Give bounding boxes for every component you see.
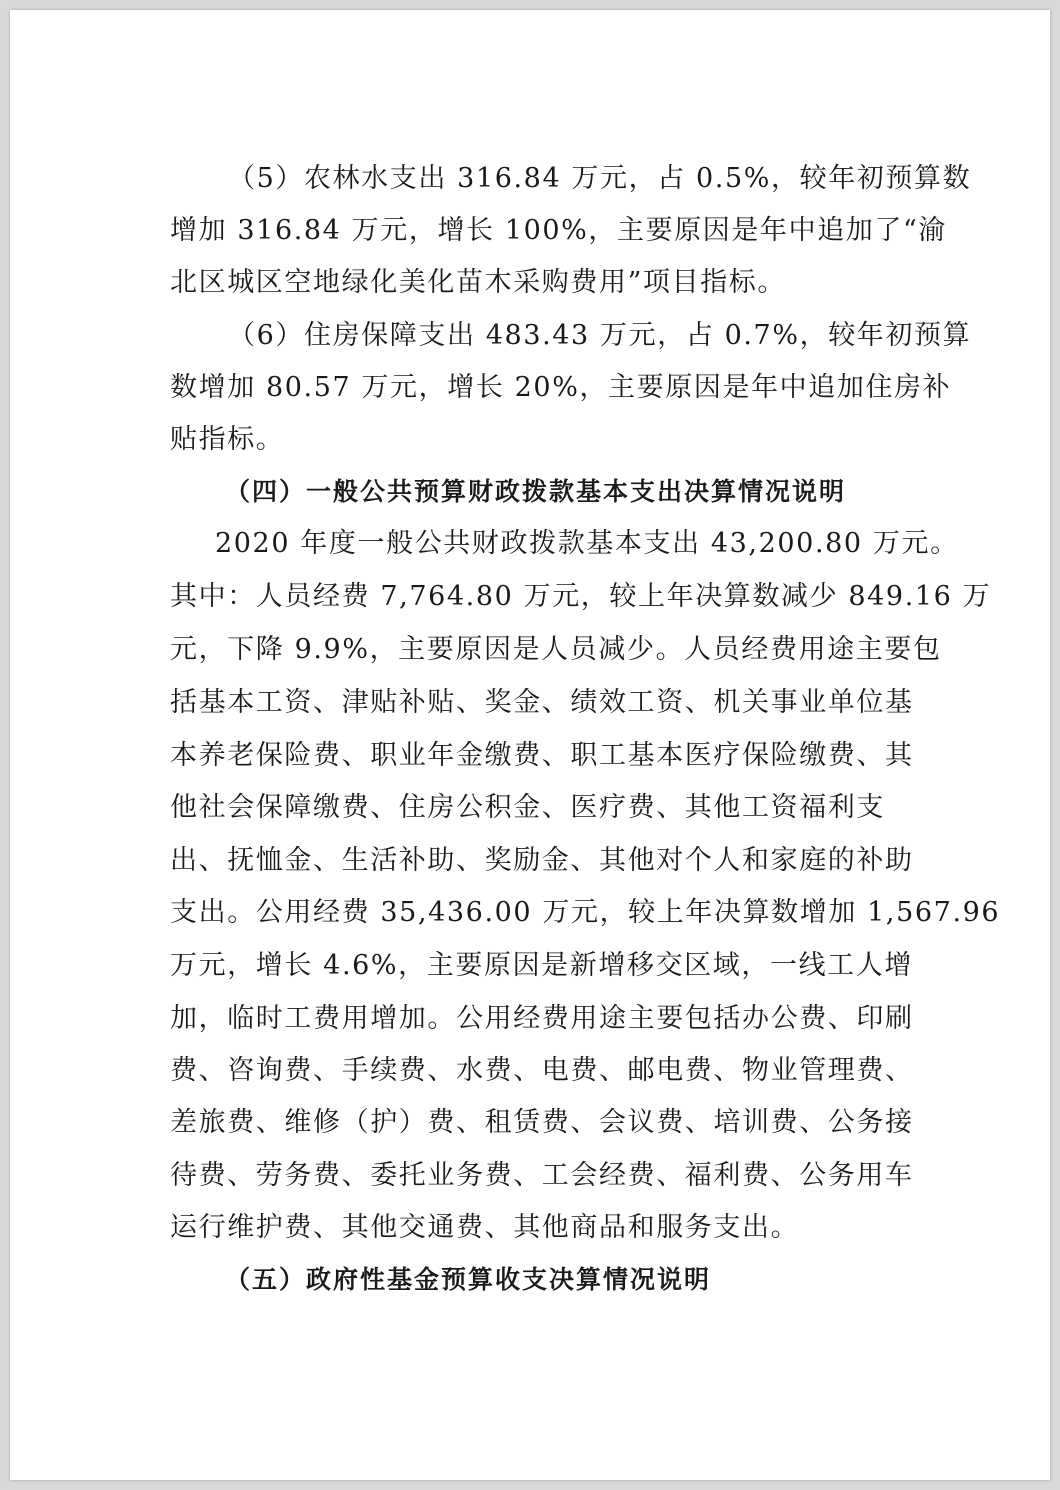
paragraph-5-line-2: 增加 316.84 万元，增长 100%，主要原因是年中追加了“渝 xyxy=(170,215,948,246)
section-heading-5: （五）政府性基金预算收支决算情况说明 xyxy=(225,1265,712,1294)
basic-expense-line-9: 万元，增长 4.6%，主要原因是新增移交区域，一线工人增 xyxy=(170,950,913,981)
basic-expense-line-11: 费、咨询费、手续费、水费、电费、邮电费、物业管理费、 xyxy=(170,1055,914,1086)
basic-expense-line-6: 他社会保障缴费、住房公积金、医疗费、其他工资福利支 xyxy=(170,792,885,823)
basic-expense-line-3: 元，下降 9.9%，主要原因是人员减少。人员经费用途主要包 xyxy=(170,634,942,665)
basic-expense-line-13: 待费、劳务费、委托业务费、工会经费、福利费、公务用车 xyxy=(170,1160,914,1191)
basic-expense-line-12: 差旅费、维修（护）费、租赁费、会议费、培训费、公务接 xyxy=(170,1107,914,1138)
basic-expense-line-14: 运行维护费、其他交通费、其他商品和服务支出。 xyxy=(170,1212,800,1243)
paragraph-5-line-3: 北区城区空地绿化美化苗木采购费用”项目指标。 xyxy=(170,267,787,298)
basic-expense-line-7: 出、抚恤金、生活补助、奖励金、其他对个人和家庭的补助 xyxy=(170,845,914,876)
basic-expense-line-10: 加，临时工费用增加。公用经费用途主要包括办公费、印刷 xyxy=(170,1003,914,1034)
basic-expense-line-2: 其中：人员经费 7,764.80 万元，较上年决算数减少 849.16 万 xyxy=(170,581,992,612)
section-heading-4: （四）一般公共预算财政拨款基本支出决算情况说明 xyxy=(225,477,847,506)
basic-expense-line-8: 支出。公用经费 35,436.00 万元，较上年决算数增加 1,567.96 xyxy=(170,897,1001,928)
document-page xyxy=(10,10,1050,1480)
basic-expense-line-4: 括基本工资、津贴补贴、奖金、绩效工资、机关事业单位基 xyxy=(170,687,914,718)
paragraph-6-line-1: （6）住房保障支出 483.43 万元，占 0.7%，较年初预算 xyxy=(228,320,972,351)
paragraph-6-line-3: 贴指标。 xyxy=(170,424,285,455)
paragraph-6-line-2: 数增加 80.57 万元，增长 20%，主要原因是年中追加住房补 xyxy=(170,372,952,403)
basic-expense-line-5: 本养老保险费、职业年金缴费、职工基本医疗保险缴费、其 xyxy=(170,740,914,771)
basic-expense-line-1: 2020 年度一般公共财政拨款基本支出 43,200.80 万元。 xyxy=(215,528,959,559)
paragraph-5-line-1: （5）农林水支出 316.84 万元，占 0.5%，较年初预算数 xyxy=(228,163,972,194)
